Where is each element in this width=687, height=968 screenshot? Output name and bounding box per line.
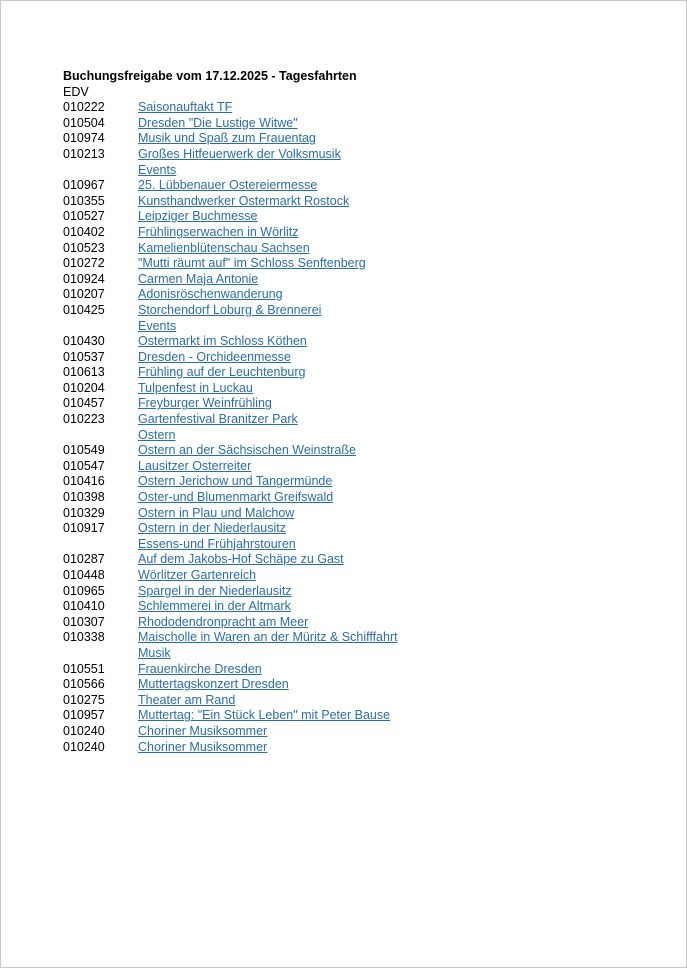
- tour-link[interactable]: 25. Lübbenauer Ostereiermesse: [138, 178, 318, 193]
- tour-link[interactable]: Dresden "Die Lustige Witwe": [138, 115, 298, 130]
- tour-link[interactable]: Spargel in der Niederlausitz: [138, 583, 292, 598]
- list-item: [63, 319, 663, 335]
- tour-link[interactable]: Theater am Rand: [138, 692, 236, 707]
- list-item: [63, 131, 663, 147]
- edv-code: 010223: [63, 412, 105, 427]
- edv-code: 010329: [63, 505, 105, 520]
- list-item: [63, 381, 663, 397]
- edv-code: 010240: [63, 723, 105, 738]
- list-item: [63, 552, 663, 568]
- list-item: [63, 474, 663, 490]
- list-item: [63, 396, 663, 412]
- edv-code: 010974: [63, 131, 105, 146]
- list-item: [63, 100, 663, 116]
- edv-code: 010398: [63, 490, 105, 505]
- list-item: [63, 272, 663, 288]
- edv-code: 010275: [63, 692, 105, 707]
- tour-link[interactable]: Rhododendronpracht am Meer: [138, 614, 309, 629]
- edv-code: 010307: [63, 614, 105, 629]
- list-item: [63, 443, 663, 459]
- tour-link[interactable]: Lausitzer Osterreiter: [138, 458, 252, 473]
- list-item: [63, 225, 663, 241]
- edv-code: 010537: [63, 349, 105, 364]
- list-item: [63, 350, 663, 366]
- list-item: [63, 646, 663, 662]
- tour-link[interactable]: Ostermarkt im Schloss Köthen: [138, 334, 307, 349]
- edv-code: 010416: [63, 474, 105, 489]
- list-item: [63, 615, 663, 631]
- tour-link[interactable]: Choriner Musiksommer: [138, 739, 268, 754]
- tour-link[interactable]: Muttertag: "Ein Stück Leben" mit Peter Bause: [138, 708, 391, 723]
- edv-code: 010448: [63, 568, 105, 582]
- list-item: [63, 568, 663, 584]
- tour-link[interactable]: Frühlingserwachen in Wörlitz: [138, 224, 299, 239]
- tour-link[interactable]: Musik: [138, 645, 171, 660]
- edv-code: 010287: [63, 552, 105, 567]
- edv-code: 010425: [63, 302, 105, 317]
- tour-link[interactable]: Freyburger Weinfrühling: [138, 396, 272, 411]
- list-item: [63, 287, 663, 303]
- list-item: [63, 599, 663, 615]
- tour-link[interactable]: Choriner Musiksommer: [138, 723, 268, 738]
- tour-link[interactable]: Events: [138, 162, 177, 177]
- tour-link[interactable]: Events: [138, 318, 177, 333]
- tour-link[interactable]: Adonisröschenwanderung: [138, 287, 283, 302]
- edv-code: [63, 646, 138, 662]
- document-title: Buchungsfreigabe vom 17.12.2025 - Tagesfahrten: [63, 69, 357, 83]
- tour-link[interactable]: Gartenfestival Branitzer Park: [138, 412, 298, 427]
- list-item: [63, 537, 663, 553]
- tour-link[interactable]: Musik und Spaß zum Frauentag: [138, 131, 316, 146]
- edv-code: [63, 319, 138, 335]
- list-item: [63, 521, 663, 537]
- tour-link[interactable]: Oster-und Blumenmarkt Greifswald: [138, 490, 334, 505]
- list-item: [63, 693, 663, 709]
- list-item: [63, 194, 663, 210]
- edv-code: 010613: [63, 365, 105, 380]
- edv-code: 010338: [63, 630, 105, 645]
- edv-code: 010549: [63, 443, 105, 458]
- edv-code: 010566: [63, 677, 105, 692]
- tour-link[interactable]: Tulpenfest in Luckau: [138, 380, 253, 395]
- edv-code: 010457: [63, 396, 105, 411]
- tour-link[interactable]: Leipziger Buchmesse: [138, 209, 258, 224]
- edv-code: 010207: [63, 287, 105, 302]
- list-item: [63, 428, 663, 444]
- tour-link[interactable]: Wörlitzer Gartenreich: [138, 568, 257, 582]
- list-item: [63, 209, 663, 225]
- edv-code: 010917: [63, 521, 105, 536]
- tour-link[interactable]: Auf dem Jakobs-Hof Schäpe zu Gast: [138, 552, 344, 567]
- tour-link[interactable]: Großes Hitfeuerwerk der Volksmusik: [138, 146, 341, 161]
- tour-link[interactable]: Kamelienblütenschau Sachsen: [138, 240, 310, 255]
- list-item: [63, 334, 663, 350]
- list-item: [63, 584, 663, 600]
- tour-link[interactable]: Storchendorf Loburg & Brennerei: [138, 302, 322, 317]
- tour-list: [63, 100, 663, 755]
- list-item: [63, 506, 663, 522]
- edv-code: 010222: [63, 100, 105, 115]
- edv-code: 010967: [63, 178, 105, 193]
- tour-link[interactable]: Frauenkirche Dresden: [138, 661, 262, 676]
- edv-code: 010924: [63, 271, 105, 286]
- tour-link[interactable]: Essens-und Frühjahrstouren: [138, 536, 296, 551]
- edv-code: 010430: [63, 334, 105, 349]
- list-item: [63, 740, 663, 756]
- list-item: [63, 459, 663, 475]
- list-item: [63, 490, 663, 506]
- edv-code: 010213: [63, 146, 105, 161]
- edv-code: [63, 428, 138, 444]
- edv-code: 010504: [63, 115, 105, 130]
- list-item: [63, 147, 663, 163]
- edv-code: 010957: [63, 708, 105, 723]
- list-item: [63, 303, 663, 319]
- list-item: [63, 365, 663, 381]
- list-item: [63, 724, 663, 740]
- tour-link[interactable]: Maischolle in Waren an der Müritz & Schifffahrt: [138, 630, 398, 645]
- tour-link[interactable]: Saisonauftakt TF: [138, 100, 233, 115]
- tour-link[interactable]: Schlemmerei in der Altmark: [138, 599, 291, 614]
- document-content: [63, 69, 663, 755]
- tour-link[interactable]: "Mutti räumt auf" im Schloss Senftenberg: [138, 256, 366, 271]
- edv-code: 010523: [63, 240, 105, 255]
- tour-link[interactable]: Ostern in Plau und Malchow: [138, 505, 295, 520]
- edv-code: 010965: [63, 583, 105, 598]
- list-item: [63, 677, 663, 693]
- column-header-edv: EDV: [63, 84, 89, 99]
- tour-link[interactable]: Ostern: [138, 427, 176, 442]
- edv-code: 010402: [63, 224, 105, 239]
- list-item: [63, 241, 663, 257]
- list-item: [63, 630, 663, 646]
- edv-code: 010272: [63, 256, 105, 271]
- edv-code: 010240: [63, 739, 105, 754]
- tour-link[interactable]: Muttertagskonzert Dresden: [138, 677, 289, 692]
- edv-code: 010355: [63, 193, 105, 208]
- tour-link[interactable]: Carmen Maja Antonie: [138, 271, 259, 286]
- list-item: [63, 708, 663, 724]
- tour-link[interactable]: Ostern an der Sächsischen Weinstraße: [138, 443, 356, 458]
- edv-code: [63, 537, 138, 553]
- tour-link[interactable]: Kunsthandwerker Ostermarkt Rostock: [138, 193, 350, 208]
- list-item: [63, 662, 663, 678]
- list-item: [63, 178, 663, 194]
- list-item: [63, 116, 663, 132]
- tour-link[interactable]: Frühling auf der Leuchtenburg: [138, 365, 306, 380]
- edv-code: 010547: [63, 458, 105, 473]
- list-item: [63, 163, 663, 179]
- edv-code: 010410: [63, 599, 105, 614]
- edv-code: 010551: [63, 661, 105, 676]
- edv-code: 010204: [63, 380, 105, 395]
- edv-code: 010527: [63, 209, 105, 224]
- tour-link[interactable]: Ostern in der Niederlausitz: [138, 521, 286, 536]
- list-item: [63, 412, 663, 428]
- tour-link[interactable]: Ostern Jerichow und Tangermünde: [138, 474, 333, 489]
- edv-code: [63, 163, 138, 179]
- tour-link[interactable]: Dresden - Orchideenmesse: [138, 349, 291, 364]
- list-item: [63, 256, 663, 272]
